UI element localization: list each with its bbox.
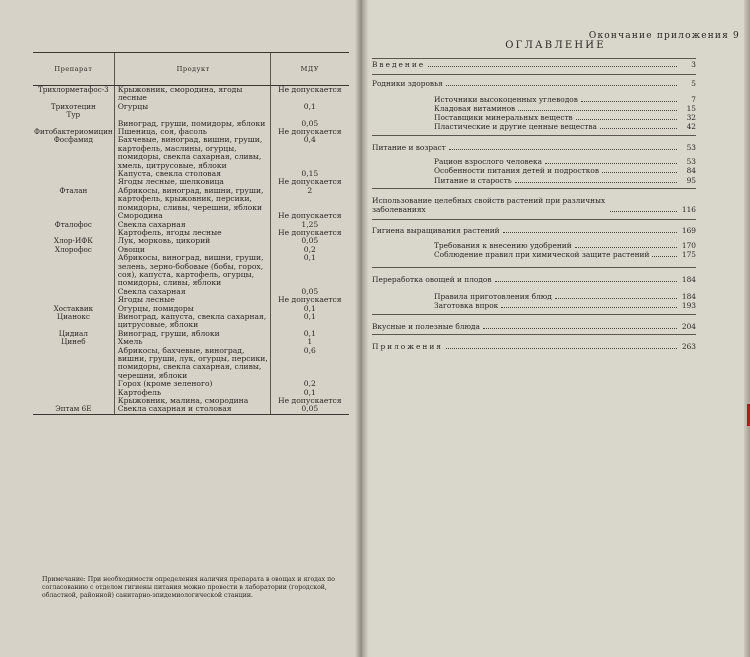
drug-name: Эптам 6Е <box>55 404 92 414</box>
toc-divider <box>372 219 696 220</box>
toc-entry-page: 263 <box>681 342 696 351</box>
page-edge <box>744 0 750 657</box>
table-row <box>33 103 349 120</box>
table-row <box>33 313 349 330</box>
leader-dots <box>501 307 677 308</box>
toc-entry-page: 7 <box>691 95 696 104</box>
column-header: Препарат <box>33 53 114 86</box>
toc-entry-label: Кладовая витаминов <box>434 104 516 113</box>
mdu-cell: 1 <box>270 338 349 346</box>
mdu-cell: 0,2 <box>270 380 349 388</box>
table-body <box>33 86 349 415</box>
drug-name: Хлорофос <box>54 244 92 254</box>
product-cell: Хмель <box>114 338 270 346</box>
table-header-row <box>33 53 349 86</box>
mdu-cell: 0,1 <box>270 103 349 120</box>
toc-entry-label: Особенности питания детей и подростков <box>434 166 599 175</box>
product-cell: Овощи <box>114 246 270 254</box>
toc-entry[interactable] <box>372 226 696 235</box>
toc-entry-page: 193 <box>681 301 696 310</box>
leader-dots <box>602 172 677 173</box>
toc-entry[interactable] <box>434 104 696 113</box>
table-row <box>33 405 349 414</box>
product-cell: Лук, морковь, цикорий <box>114 237 270 245</box>
table-row <box>33 380 349 388</box>
toc-entry[interactable] <box>434 113 696 122</box>
drug-name: Хлор-ИФК <box>53 236 93 246</box>
product-cell: Виноград, капуста, свекла сахарная, цитрусовые, яблоки <box>114 313 270 330</box>
leader-dots <box>446 348 677 349</box>
column-header: МДУ <box>270 53 349 86</box>
toc-entry-page: 170 <box>681 241 696 250</box>
mdu-cell: 0,6 <box>270 347 349 381</box>
mdu-cell: Не допускается <box>270 178 349 186</box>
drug-name-cell <box>33 86 114 103</box>
toc-entry[interactable] <box>372 60 696 69</box>
drug-name-cell <box>33 338 114 346</box>
drug-name: Фталан <box>59 185 88 195</box>
table-row <box>33 187 349 212</box>
toc-divider <box>372 135 696 136</box>
drug-name-cell <box>33 347 114 381</box>
drug-name-cell <box>33 288 114 296</box>
product-cell: Крыжовник, смородина, ягоды лесные <box>114 86 270 103</box>
product-cell: Абрикосы, виноград, вишни, груши, зелень, зерно-бобовые (бобы, горох, соя), капуста, картофель, огурцы, помидоры, сливы, яблоки <box>114 254 270 288</box>
toc-divider <box>372 267 696 268</box>
toc-entry[interactable] <box>372 275 696 284</box>
drug-name-cell <box>33 170 114 178</box>
toc-entry[interactable] <box>372 196 696 214</box>
toc-divider <box>372 188 696 189</box>
toc-title: ОГЛАВЛЕНИЕ <box>505 40 606 51</box>
leader-dots <box>483 328 677 329</box>
leader-dots <box>575 247 677 248</box>
mdu-cell: 0,1 <box>270 305 349 313</box>
mdu-cell: 0,05 <box>270 237 349 245</box>
toc-entry[interactable] <box>434 166 696 175</box>
toc-entry[interactable] <box>434 250 696 259</box>
drug-name-cell <box>33 221 114 229</box>
mdu-cell: Не допускается <box>270 86 349 103</box>
mdu-cell: 2 <box>270 187 349 212</box>
drug-name: Цидиал <box>58 328 88 338</box>
toc-entry-label: Гигиена выращивания растений <box>372 226 500 235</box>
mdu-cell: 0,1 <box>270 254 349 288</box>
toc-entry[interactable] <box>372 143 696 152</box>
toc-entry-label: Рацион взрослого человека <box>434 157 543 166</box>
toc-entry[interactable] <box>434 157 696 166</box>
mdu-cell: 0,2 <box>270 246 349 254</box>
column-header: Продукт <box>114 53 270 86</box>
drug-name-cell <box>33 405 114 414</box>
toc-divider <box>372 58 696 59</box>
mdu-cell: 0,05 <box>270 405 349 414</box>
leader-dots <box>555 298 677 299</box>
toc-entry-page: 32 <box>686 113 696 122</box>
drug-name-cell <box>33 389 114 397</box>
product-cell: Горох (кроме зеленого) <box>114 380 270 388</box>
table-row <box>33 347 349 381</box>
drug-name: Фосфамид <box>53 135 93 145</box>
toc-divider <box>372 334 696 335</box>
product-cell: Виноград, груши, помидоры, яблоки <box>114 120 270 128</box>
table-row <box>33 86 349 103</box>
toc-entry-label: Введение <box>372 60 426 69</box>
toc-entry-page: 3 <box>691 60 696 69</box>
toc-entry-label: Поставщики минеральных веществ <box>434 113 573 122</box>
toc-entry[interactable] <box>434 176 696 185</box>
leader-dots <box>610 211 677 212</box>
leader-dots <box>576 119 677 120</box>
toc-entry-page: 53 <box>686 157 696 166</box>
product-cell: Крыжовник, малина, смородина <box>114 397 270 405</box>
toc-entry-page: 42 <box>686 122 696 131</box>
drug-name: Трихлорметафос-3 <box>37 85 109 94</box>
drug-name: Фталофос <box>54 219 92 229</box>
leader-dots <box>428 66 677 67</box>
toc-entry-page: 184 <box>681 275 696 284</box>
mdu-cell: 0,05 <box>270 120 349 128</box>
toc-entry[interactable] <box>372 79 696 88</box>
mdu-cell: 1,25 <box>270 221 349 229</box>
product-cell: Огурцы <box>114 103 270 120</box>
mdu-cell: 0,1 <box>270 313 349 330</box>
toc-entry-page: 84 <box>686 166 696 175</box>
toc-entry-label: Заготовка впрок <box>434 301 499 310</box>
drug-name-cell <box>33 254 114 288</box>
mdu-cell: Не допускается <box>270 212 349 220</box>
toc-entry[interactable] <box>434 241 696 250</box>
leader-dots <box>545 163 677 164</box>
mdu-cell: Не допускается <box>270 397 349 405</box>
toc-entry-label: Пластические и другие ценные вещества <box>434 122 597 131</box>
drug-name-cell <box>33 313 114 330</box>
product-cell: Абрикосы, бахчевые, виноград, вишни, груши, лук, огурцы, персики, помидоры, свекла сахарная, сливы, черешни, яблоки <box>114 347 270 381</box>
product-cell: Бахчевые, виноград, вишни, груши, картофель, маслины, огурцы, помидоры, свекла сахарная, сливы, хмель, цитрусовые, яблоки <box>114 136 270 170</box>
drug-name: Цинеб <box>61 337 86 347</box>
toc-entry-page: 15 <box>686 104 696 113</box>
product-cell: Ягоды лесные, шелковица <box>114 178 270 186</box>
mdu-cell: 0,4 <box>270 136 349 170</box>
toc-entry-label: Соблюдение правил при химической защите растений <box>434 250 650 259</box>
mdu-cell: 0,05 <box>270 288 349 296</box>
product-cell: Виноград, груши, яблоки <box>114 330 270 338</box>
leader-dots <box>518 110 677 111</box>
leader-dots <box>600 128 677 129</box>
toc-entry-label: Вкусные и полезные блюда <box>372 322 480 331</box>
toc-entry[interactable] <box>434 301 696 310</box>
mdu-cell: 0,1 <box>270 330 349 338</box>
running-title: Окончание приложения 9 <box>588 31 740 41</box>
table-row <box>33 136 349 170</box>
toc-entry[interactable] <box>434 292 696 301</box>
toc-entry[interactable] <box>434 122 696 131</box>
product-cell: Пшеница, соя, фасоль <box>114 128 270 136</box>
leader-dots <box>581 101 677 102</box>
mdu-cell: Не допускается <box>270 229 349 237</box>
drug-name: Хостаквик <box>53 303 94 313</box>
toc-entry-page: 184 <box>681 292 696 301</box>
toc-entry-label: Питание и старость <box>434 176 512 185</box>
toc-entry-page: 5 <box>691 79 696 88</box>
appendix-table <box>33 52 349 415</box>
toc-entry-label: Использование целебных свойств растений при различных заболеваниях <box>372 196 606 214</box>
product-cell: Картофель <box>114 389 270 397</box>
toc-entry-label: Переработка овощей и плодов <box>372 275 492 284</box>
toc-entry-page: 204 <box>681 322 696 331</box>
leader-dots <box>503 232 677 233</box>
leader-dots <box>515 182 677 183</box>
toc-entry-page: 175 <box>681 250 696 259</box>
drug-name-cell <box>33 187 114 212</box>
product-cell: Картофель, ягоды лесные <box>114 229 270 237</box>
product-cell: Смородина <box>114 212 270 220</box>
toc-divider <box>372 74 696 75</box>
toc-entry-page: 53 <box>686 143 696 152</box>
product-cell: Огурцы, помидоры <box>114 305 270 313</box>
toc-entry-label: Приложения <box>372 342 443 351</box>
toc-divider <box>372 314 696 315</box>
toc-entry-page: 169 <box>681 226 696 235</box>
mdu-cell: Не допускается <box>270 296 349 304</box>
toc-entry[interactable] <box>434 95 696 104</box>
product-cell: Капуста, свекла столовая <box>114 170 270 178</box>
product-cell: Ягоды лесные <box>114 296 270 304</box>
book-gutter <box>355 0 369 657</box>
leader-dots <box>495 281 677 282</box>
drug-name-cell <box>33 380 114 388</box>
table-footnote: Примечание: При необходимости определения наличия препарата в овощах и ягодах по согласованию с отделом гигиены питания можно провести в лаборатории (городской, областной, районной) санитарно-эпидемиологической станции. <box>42 576 335 599</box>
toc-entry-label: Питание и возраст <box>372 143 446 152</box>
drug-name: Цианокс <box>56 311 90 321</box>
toc-entry-label: Правила приготовления блюд <box>434 292 552 301</box>
product-cell: Свекла сахарная <box>114 288 270 296</box>
leader-dots <box>652 256 677 257</box>
toc-entry-page: 116 <box>681 205 696 214</box>
leader-dots <box>449 149 677 150</box>
mdu-cell: 0,1 <box>270 389 349 397</box>
leader-dots <box>446 85 677 86</box>
drug-name-cell <box>33 136 114 170</box>
product-cell: Свекла сахарная <box>114 221 270 229</box>
drug-name-cell <box>33 246 114 254</box>
toc-entry-label: Родники здоровья <box>372 79 443 88</box>
drug-name: Трихотецин <box>50 101 96 111</box>
toc-entry-label: Требования к внесению удобрений <box>434 241 572 250</box>
toc-entry[interactable] <box>372 322 696 331</box>
mdu-cell: Не допускается <box>270 128 349 136</box>
mdu-cell: 0,15 <box>270 170 349 178</box>
toc-entry[interactable] <box>372 342 696 351</box>
table-row <box>33 254 349 288</box>
product-cell: Свекла сахарная и столовая <box>114 405 270 414</box>
drug-name-cell <box>33 103 114 120</box>
toc-entry-page: 95 <box>686 176 696 185</box>
product-cell: Абрикосы, виноград, вишни, груши, картофель, крыжовник, персики, помидоры, сливы, черешни, яблоки <box>114 187 270 212</box>
drug-name: Тур <box>66 110 81 120</box>
toc-entry-label: Источники высокоценных углеводов <box>434 95 578 104</box>
drug-name: Фитобактериомицин <box>34 127 113 137</box>
